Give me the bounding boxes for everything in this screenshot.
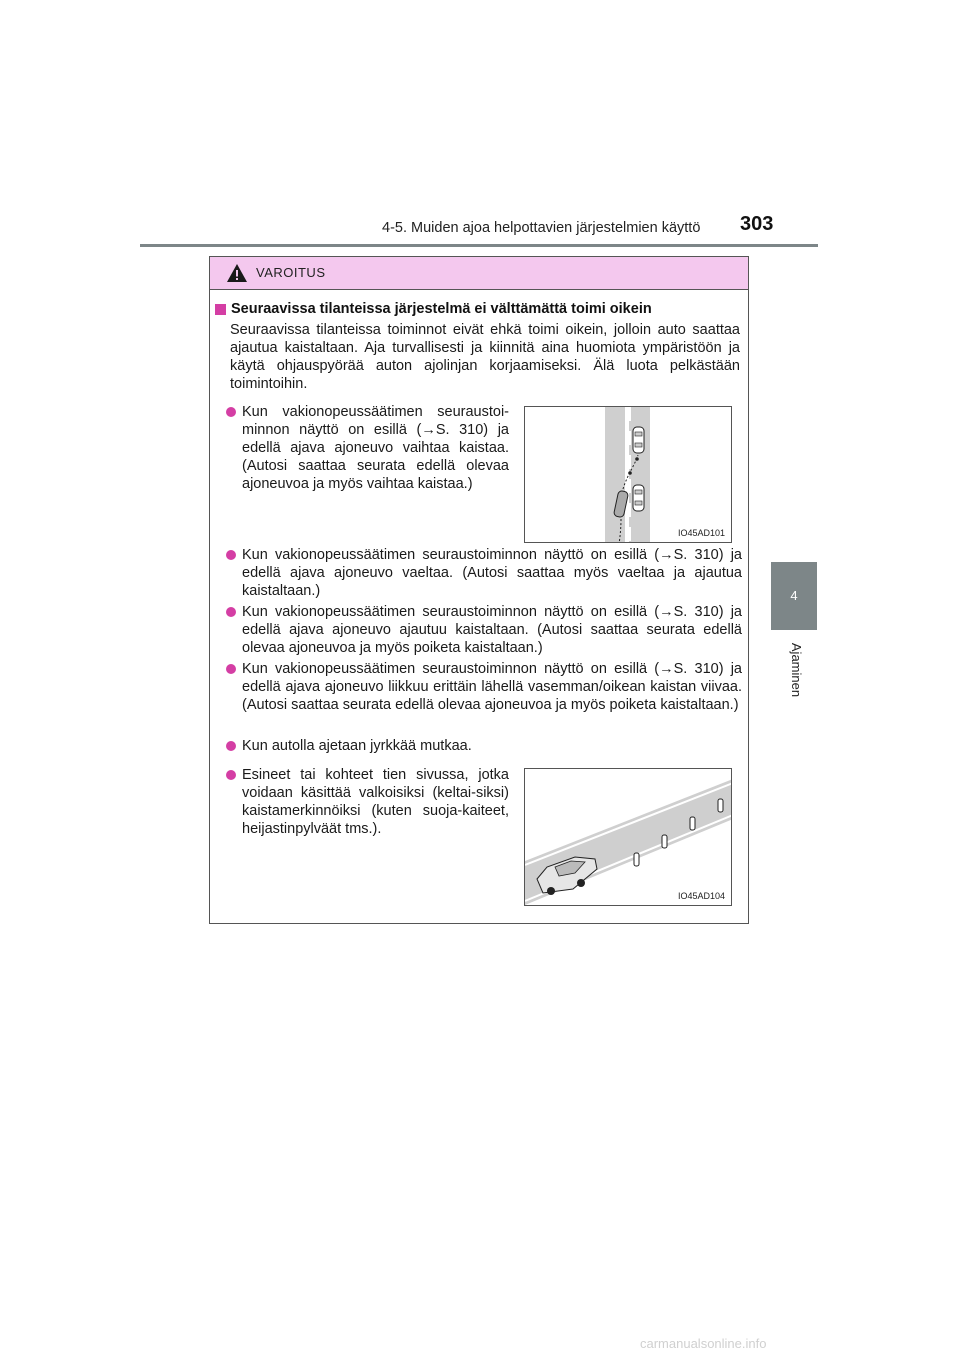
page-header — [0, 0, 960, 250]
intro-paragraph: Seuraavissa tilanteissa toiminnot eivät ehkä toimi oikein, jolloin auto saattaa ajautua kaistaltaan. Aja turvallisesti ja kiinnitä aina huomiota ympäristöön ja käytä ohjauspyörää auton ajolinjan korjaamiseksi. Älä luota pelkästään toimintoihin. — [230, 322, 740, 392]
list-item-text: Esineet tai kohteet tien sivussa, jotka voidaan käsittää valkoisiksi (keltai-siksi) kaistamerkinnöiksi (kuten suoja-kaiteet, heijastinpylväät tms.). — [242, 767, 509, 837]
bullet-icon — [226, 550, 236, 560]
page-number: 303 — [740, 213, 774, 235]
list-item — [224, 603, 742, 657]
list-item — [224, 660, 742, 714]
chapter-label: Ajaminen — [789, 642, 804, 698]
lane-change-figure — [524, 406, 732, 543]
subheading-text: Seuraavissa tilanteissa järjestelmä ei välttämättä toimi oikein — [231, 301, 652, 317]
figure-code: IO45AD101 — [677, 528, 725, 538]
roadside-objects-figure — [524, 768, 732, 906]
chapter-tab: 4 — [771, 562, 817, 630]
watermark: carmanualsonline.info — [640, 1336, 767, 1351]
lane-change-illustration — [525, 407, 732, 543]
roadside-objects-illustration — [525, 769, 732, 906]
list-item — [224, 546, 742, 600]
list-item-text: Kun vakionopeussäätimen seuraustoiminnon näyttö on esillä (→S. 310) ja edellä ajava ajoneuvo liikkuu erittäin lähellä vasemman/oikean kaistan viivaa. (Autosi saattaa seurata edellä olevaa ajoneuvoa ja myös poiketa kaistaltaan.) — [242, 661, 742, 713]
list-item-text: Kun vakionopeussäätimen seuraustoiminnon näyttö on esillä (→S. 310) ja edellä ajava ajoneuvo vaeltaa. (Autosi saattaa myös vaeltaa ja ajautua kaistaltaan.) — [242, 547, 742, 599]
warning-box — [209, 256, 749, 924]
warning-header — [210, 257, 748, 290]
warning-subheading — [215, 301, 652, 317]
list-item — [224, 766, 509, 838]
list-item-text: Kun vakionopeussäätimen seuraustoi-minnon näyttö on esillä (→S. 310) ja edellä ajava ajoneuvo vaihtaa kaistaa. (Autosi saattaa seurata edellä olevaa ajoneuvoa ja myös vaihtaa kaistaa.) — [242, 404, 509, 492]
bullet-icon — [226, 741, 236, 751]
bullet-icon — [226, 770, 236, 780]
list-item — [224, 403, 509, 493]
warning-triangle-icon — [226, 263, 248, 283]
bullet-icon — [226, 664, 236, 674]
list-item-text: Kun vakionopeussäätimen seuraustoiminnon näyttö on esillä (→S. 310) ja edellä ajava ajoneuvo ajautuu kaistaltaan. (Autosi saattaa seurata edellä olevaa ajoneuvoa ja myös poiketa kaistaltaan.) — [242, 604, 742, 656]
warning-title: VAROITUS — [256, 265, 326, 280]
list-item-text: Kun autolla ajetaan jyrkkää mutkaa. — [242, 738, 472, 754]
header-rule — [140, 244, 818, 247]
figure-code: IO45AD104 — [677, 891, 725, 901]
list-item — [224, 737, 742, 755]
bullet-icon — [226, 607, 236, 617]
bullet-icon — [226, 407, 236, 417]
square-bullet-icon — [215, 304, 226, 315]
section-title: 4-5. Muiden ajoa helpottavien järjestelmien käyttö — [382, 220, 701, 236]
